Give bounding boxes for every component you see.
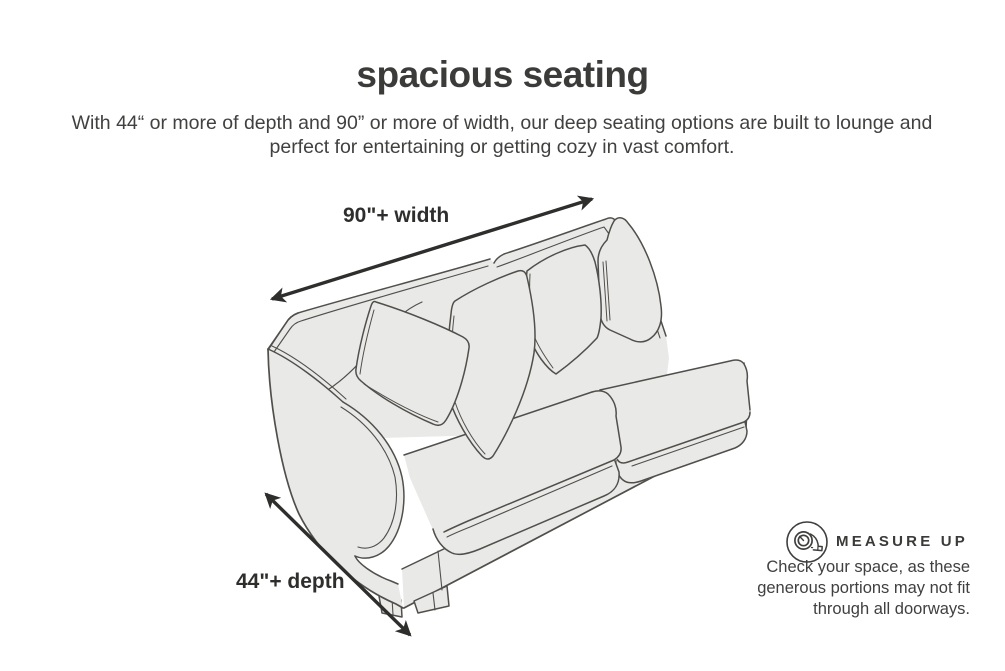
- width-dimension-label: 90"+ width: [343, 204, 450, 227]
- depth-dimension-label: 44"+ depth: [236, 570, 345, 593]
- intro-text: With 44“ or more of depth and 90” or more of width, our deep seating options are built to lounge and perfect for entertaining or getting cozy in vast comfort.: [71, 112, 933, 158]
- measure-up-body: Check your space, as these generous portions may not fit through all doorways.: [757, 558, 970, 618]
- page-title: spacious seating: [356, 54, 649, 95]
- measure-up-heading: MEASURE UP: [836, 533, 969, 550]
